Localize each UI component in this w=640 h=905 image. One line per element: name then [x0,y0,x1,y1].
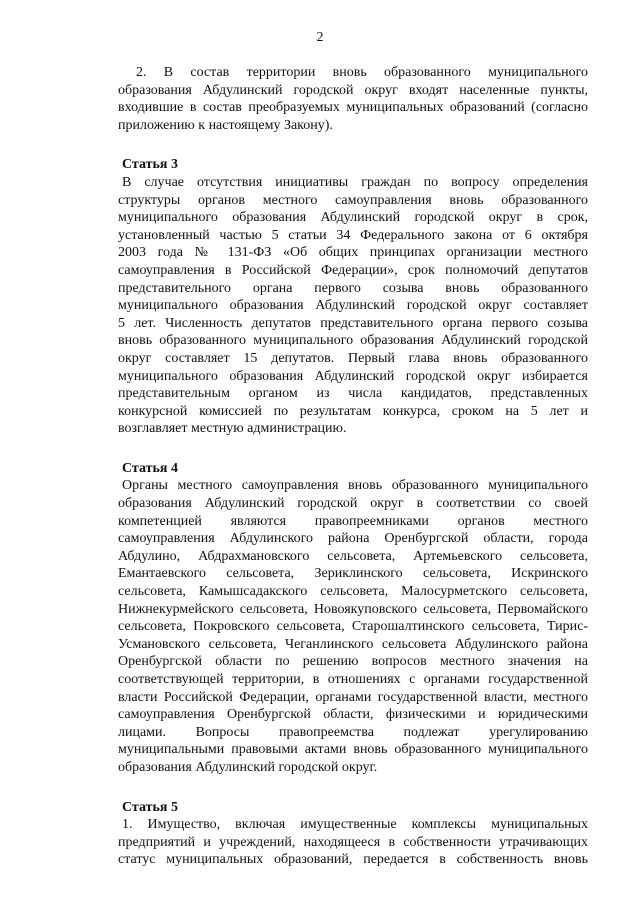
article-3-line: установленный частью 5 статьи 34 Федерального закона от 6 октября [118,227,588,243]
article-3-line: возглавляет местную администрацию. [118,421,347,437]
article-3-line: муниципального образования Абдулинский городской округ избирается [118,368,588,384]
article-4-line: Абдулино, Абдрахмановского сельсовета, Артемьевского сельсовета, [118,548,588,564]
article-4-line: власти Российской Федерации, органами государственной власти, местного [118,689,588,705]
article-5 [118,799,588,869]
article-4-line: сельсовета, Покровского сельсовета, Старошалтинского сельсовета, Тирис- [118,619,588,635]
article-3-line: муниципального образования Абдулинский городской округ составляет [118,298,588,314]
article-3-line: В случае отсутствия инициативы граждан по вопросу определения [122,174,588,190]
intro-line: приложению к настоящему Закону). [118,117,333,133]
article-4-line: Нижнекурмейского сельсовета, Новоякуповского сельсовета, Первомайского [118,601,588,617]
article-4-line: муниципальными правовыми актами вновь образованного муниципального [118,742,588,758]
article-4-line: самоуправления Абдулинского района Оренбургской области, города [118,531,588,547]
article-3-line: округ составляет 15 депутатов. Первый глава вновь образованного [118,350,588,366]
article-4-line: Органы местного самоуправления вновь образованного муниципального [122,478,588,494]
intro-paragraph [118,64,588,134]
article-5-line: предприятий и учреждений, находящееся в собственности утрачивающих [118,834,588,850]
article-3-title: Статья 3 [122,157,178,173]
article-4-line: соответствующей территории, в отношениях с органами государственной [118,672,588,687]
article-4-line: лицами. Вопросы правопреемства подлежат урегулированию [118,724,588,740]
article-4-line: образования Абдулинский городской округ. [118,759,378,775]
intro-line: образования Абдулинский городской округ входят населенные пункты, [118,82,588,98]
article-3-line: вновь образованного муниципального образования Абдулинский городской [118,333,588,349]
page-number: 2 [316,30,324,45]
intro-line: входившие в состав преобразуемых муниципальных образований (согласно [118,100,588,116]
article-5-line: 1. Имущество, включая имущественные комплексы муниципальных [122,817,588,833]
article-4-line: Усмановского сельсовета, Чеганлинского сельсовета Абдулинского района [118,636,588,652]
article-3-line: представительного органа первого созыва вновь образованного [118,280,588,296]
article-4-line: сельсовета, Камышсадакского сельсовета, Малосурметского сельсовета, [118,584,588,600]
intro-line: 2. В состав территории вновь образованного муниципального [136,65,588,80]
article-3-line: муниципального образования Абдулинский городской округ в срок, [118,210,588,226]
article-4-line: Оренбургской области по решению вопросов местного значения на [118,654,588,670]
article-3-line: конкурсной комиссией по результатам конкурса, сроком на 5 лет и [118,403,588,419]
article-3-line: 2003 года № 131-ФЗ «Об общих принципах организации местного [118,245,588,261]
article-3-line: структуры органов местного самоуправления вновь образованного [118,192,588,208]
article-3 [118,156,588,438]
article-5-title: Статья 5 [122,799,178,815]
article-4 [118,460,588,777]
article-3-line: 5 лет. Численность депутатов представительного органа первого созыва [118,315,588,331]
article-5-line: статус муниципальных образований, передается в собственность вновь [118,852,588,868]
article-3-line: самоуправления в Российской Федерации», срок полномочий депутатов [118,262,588,278]
article-4-title: Статья 4 [122,460,178,476]
document-body [118,64,588,869]
article-4-line: образования Абдулинский городской округ в соответствии со своей [118,496,588,512]
article-4-line: самоуправления Оренбургской области, физическими и юридическими [118,707,588,723]
article-3-line: представительным органом из числа кандидатов, представленных [118,386,588,402]
article-4-line: Емантаевского сельсовета, Зериклинского сельсовета, Искринского [118,566,588,582]
article-4-line: компетенцией являются правопреемниками органов местного [118,513,588,529]
